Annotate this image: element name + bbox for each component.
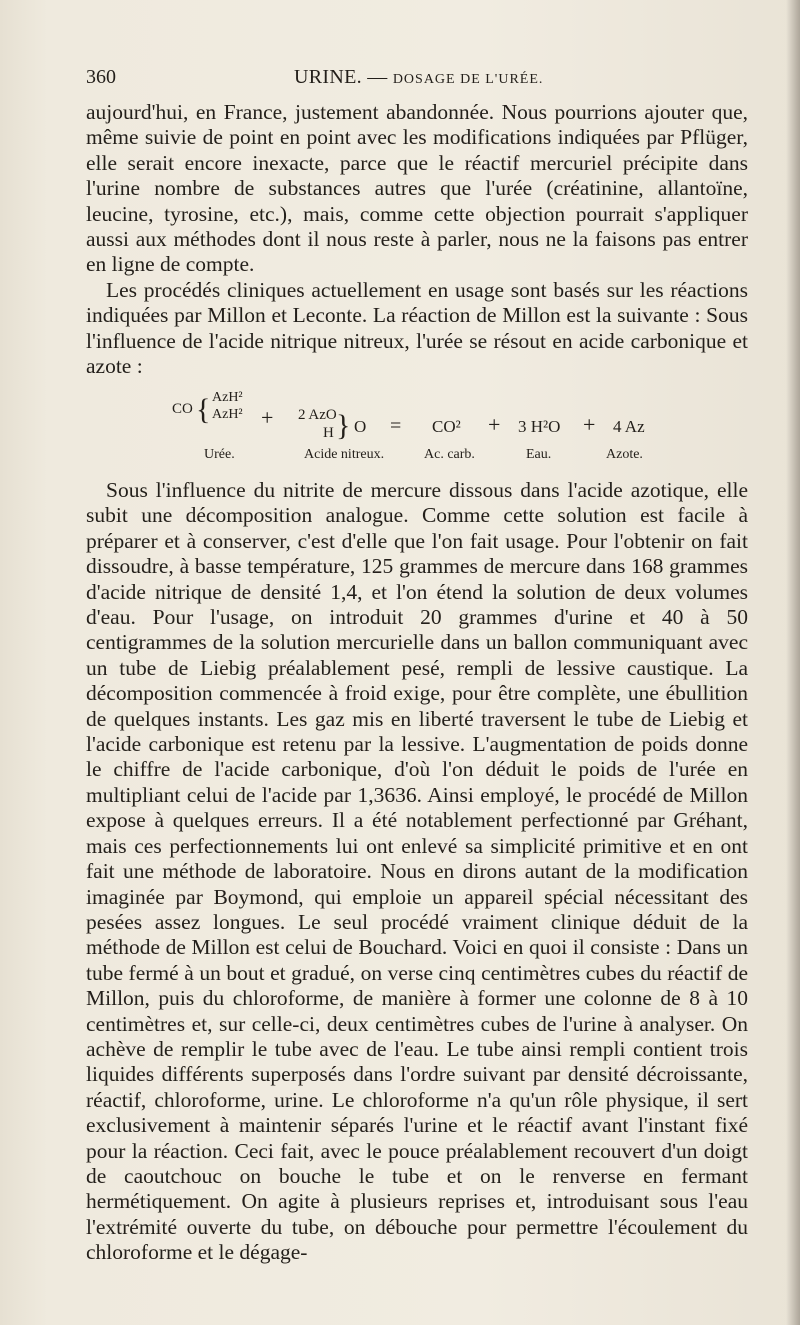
formula-plus-3: + bbox=[583, 412, 596, 437]
paragraph-2: Les procédés cliniques actuellement en usage sont basés sur les réactions indiquées par Millon et Leconte. La réaction de Millon est la suivante : Sous l'influence de l'acide nitrique nitreux, l'urée se résout en acide carbonique et azote : bbox=[86, 278, 748, 379]
running-header bbox=[86, 66, 746, 90]
running-title-sub: DOSAGE DE L'URÉE. bbox=[392, 72, 544, 87]
paragraph-3: Sous l'influence du nitrite de mercure dissous dans l'acide azotique, elle subit une décomposition analogue. Comme cette solution est facile à préparer et à conserver, c'est d'elle que l'on fait usage. Pour l'obtenir on fait dissoudre, à basse température, 125 grammes de mercure dans 168 grammes d'acide nitrique de densité 1,4, et l'on étend la solution de deux volumes d'eau. Pour l'usage, on introduit 20 grammes d'urine et 40 à 50 centigrammes de la solution mercurielle dans un ballon communiquant avec un tube de Liebig préalablement pesé, rempli de lessive caustique. La décomposition commencée à froid exige, pour être complète, une ébullition de quelques instants. Les gaz mis en liberté traversent le tube de Liebig et l'acide carbonique est retenu par la lessive. L'augmentation de poids donne le chiffre de l'acide carbonique, d'où l'on déduit le poids de l'urée en multipliant celui de l'acide par 1,3636. Ainsi employé, le procédé de Millon expose à quelques erreurs. Il a été notablement perfectionné par Gréhant, mais ces perfectionnements lui ont enlevé sa simplicité primitive et en ont fait une méthode de laboratoire. Nous en dirons autant de la modification imaginée par Boymond, qui emploie un appareil spécial nécessitant des pesées assez longues. Le seul procédé vraiment clinique déduit de la méthode de Millon est celui de Bouchard. Voici en quoi il consiste : Dans un tube fermé à un bout et gradué, on verse cinq centimètres cubes du réactif de Millon, puis du chloroforme, de manière à former une colonne de 8 à 10 centimètres et, sur celle-ci, deux centimètres cubes de l'urine à analyser. On achève de remplir le tube avec de l'eau. Le tube ainsi rempli contient trois liquides différents superposés dans l'ordre suivant par densité décroissante, réactif, chloroforme, urine. Le chloroforme n'a qu'un rôle physique, il sert exclusivement à maintenir séparés l'urine et le réactif avant l'instant fixé pour la réaction. Ceci fait, avec le pouce préalablement recouvert d'un doigt de caoutchouc on bouche le tube et on le renverse en fermant hermétiquement. On agite à plusieurs reprises et, introduisant sous l'eau l'extrémité ouverte du tube, on débouche pour permettre l'écoulement du chloroforme et le dégage- bbox=[86, 478, 748, 1265]
formula-h2o: 3 H²O bbox=[518, 417, 561, 436]
page-number: 360 bbox=[86, 66, 116, 88]
label-ac-carb: Ac. carb. bbox=[424, 447, 475, 462]
chemical-equation bbox=[86, 368, 748, 468]
formula-azh2-top: AzH² bbox=[212, 390, 243, 405]
formula-co: CO bbox=[172, 401, 193, 417]
brace-right: } bbox=[336, 409, 351, 442]
formula-h: H bbox=[323, 425, 334, 441]
label-acide-nitreux: Acide nitreux. bbox=[304, 447, 385, 462]
formula-co2: CO² bbox=[432, 417, 461, 436]
running-title-dash: — bbox=[361, 66, 393, 88]
equation-svg bbox=[86, 368, 748, 468]
running-title-main: URINE. bbox=[294, 66, 362, 88]
page-edge-shadow bbox=[786, 0, 800, 1325]
formula-az: 4 Az bbox=[613, 417, 645, 436]
formula-o: O bbox=[354, 417, 367, 436]
formula-azo: 2 AzO bbox=[298, 407, 337, 423]
formula-azh2-bottom: AzH² bbox=[212, 407, 243, 422]
brace-left: { bbox=[196, 393, 211, 426]
label-azote: Azote. bbox=[606, 447, 643, 462]
label-uree: Urée. bbox=[204, 447, 235, 462]
formula-plus-2: + bbox=[488, 412, 501, 437]
formula-plus-1: + bbox=[261, 405, 274, 430]
label-eau: Eau. bbox=[526, 447, 552, 462]
running-title bbox=[294, 66, 543, 89]
paragraph-1: aujourd'hui, en France, justement abandonnée. Nous pourrions ajouter que, même suivie de point en point avec les modifications indiquées par Pflüger, elle serait encore inexacte, parce que le réactif mercuriel précipite dans l'urine nombre de substances autres que l'urée (créatinine, allantoïne, leucine, tyrosine, etc.), mais, comme cette objection pourrait s'appliquer aussi aux méthodes dont il nous reste à parler, nous ne la faisons pas entrer en ligne de compte. bbox=[86, 100, 748, 277]
formula-equals: = bbox=[390, 415, 402, 437]
